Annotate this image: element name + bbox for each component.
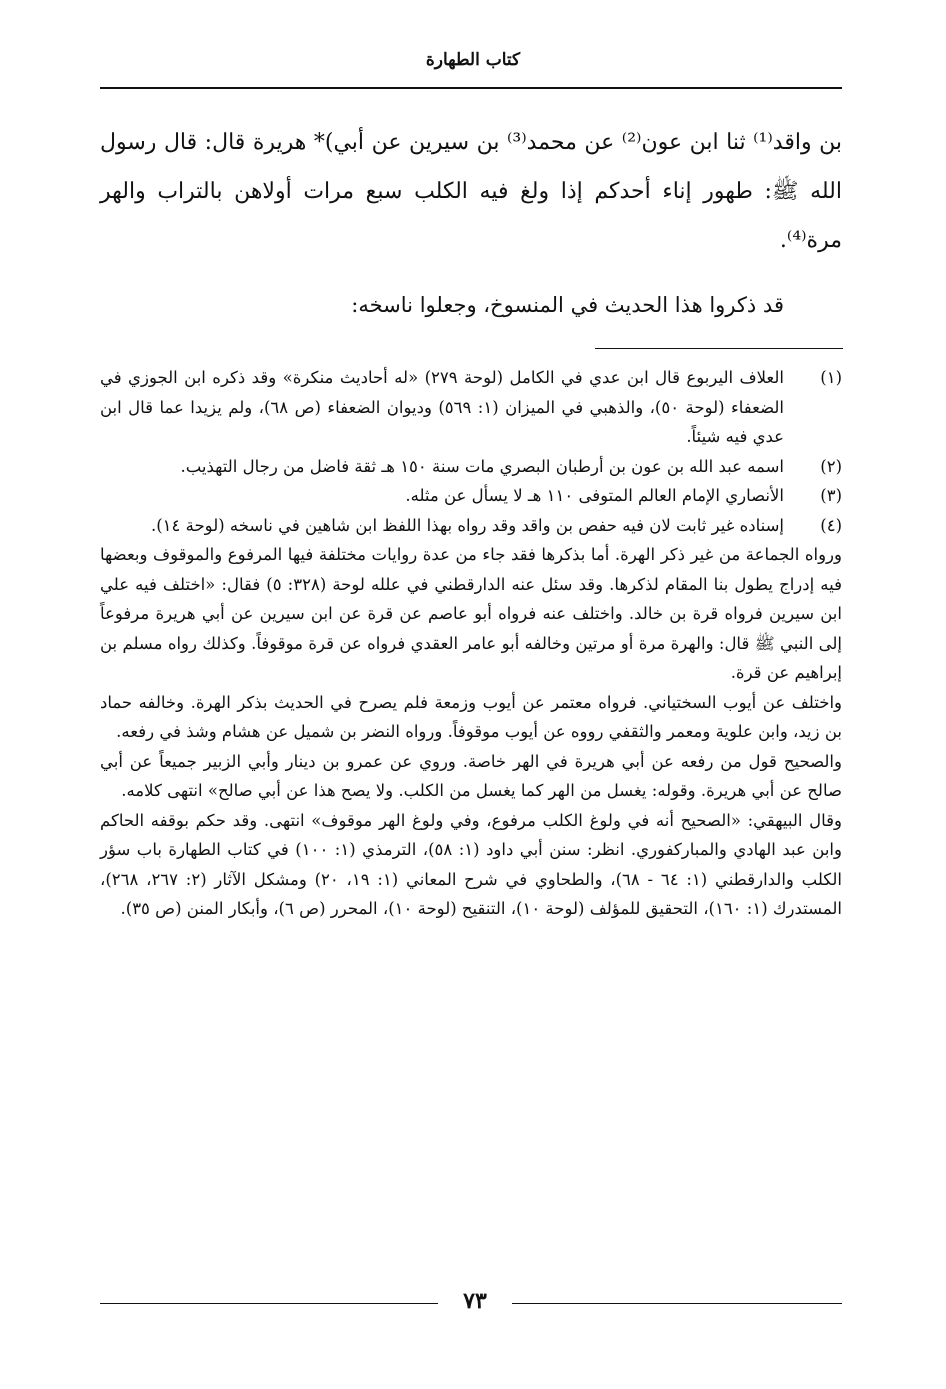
- hadith-text: بن واقد⁽¹⁾ ثنا ابن عون⁽²⁾ عن محمد⁽³⁾ بن سيرين عن أبي)* هريرة قال: قال رسول الله ﷺ: طهور إناء أحدكم إذا ولغ فيه الكلب سبع مرات أولاهن بالتراب والهر مرة⁽⁴⁾.: [100, 130, 842, 253]
- footnote-continuation: وقال البيهقي: «الصحيح أنه في ولوغ الكلب مرفوع، وفي ولوغ الهر موقوف» انتهى. وقد حكم بوقفه الحاكم وابن عبد الهادي والمباركفوري. انظر: سنن أبي داود (١: ٥٨)، الترمذي (١: ١٠٠) في كتاب الطهارة باب سؤر الكلب والدارقطني (١: ٦٤ - ٦٨)، والطحاوي في شرح المعاني (١: ١٩، ٢٠) ومشكل الآثار (٢: ٢٦٧، ٢٦٨)، المستدرك (١: ١٦٠)، التحقيق للمؤلف (لوحة ١٠)، التنقيح (لوحة ١٠)، المحرر (ص ٦)، وأبكار المنن (ص ٣٥).: [100, 810, 843, 918]
- footnote-text: الأنصاري الإمام العالم المتوفى ١١٠ هـ لا يسأل عن مثله.: [405, 486, 784, 505]
- footnote-continuation: واختلف عن أيوب السختياني. فرواه معتمر عن أيوب وزمعة فلم يصرح في الحديث بذكر الهرة. وخالفه حماد بن زيد، وابن علوية ومعمر والثقفي رووه عن أيوب موقوفاً. ورواه النضر بن شميل عن هشام وشذ في رفعه.: [100, 692, 842, 741]
- intro-line: قد ذكروا هذا الحديث في المنسوخ، وجعلوا ناسخه:: [351, 293, 784, 317]
- footnote-number: (٣): [820, 486, 842, 505]
- footnote-2: [100, 452, 842, 482]
- footnote-3: [100, 481, 842, 511]
- footnote-text: العلاف اليربوع قال ابن عدي في الكامل (لوحة ٢٧٩) «له أحاديث منكرة» وقد ذكره ابن الجوزي في الضعفاء (لوحة ٥٠)، والذهبي في الميزان (١: ٥٦٩) وديوان الضعفاء (ص ٦٨)، ولم يزيدا عما قال ابن عدي فيه شيئاً.: [100, 368, 784, 446]
- footnote-1: [100, 363, 842, 452]
- footnote-4: [100, 511, 842, 541]
- footnote-separator: [595, 348, 843, 349]
- footnote-number: (٢): [820, 456, 842, 476]
- header-rule: [100, 87, 842, 89]
- footnote-continuation: ورواه الجماعة من غير ذكر الهرة. أما بذكرها فقد جاء من عدة روايات مختلفة فيها المرفوع والموقوف وبعضها فيه إدراج يطول بنا المقام لذكرها. وقد سئل عنه الدارقطني في علله لوحة (٣٢٨: ٥) فقال: «اختلف فيه علي ابن سيرين فرواه قرة بن خالد. واختلف عنه فرواه أبو عاصم عن قرة عن ابن سيرين عن أبي هريرة مرفوعاً إلى النبي ﷺ قال: والهرة مرة أو مرتين وخالفه أبو عامر العقدي فرواه عن قرة موقوفاً. وكذلك رواه مسلم بن إبراهيم عن قرة.: [100, 545, 842, 682]
- running-header: كتاب الطهارة: [425, 50, 521, 70]
- page-number: ٧٣: [463, 1288, 487, 1314]
- footer-rule-left: [100, 1303, 438, 1304]
- main-text: [100, 118, 842, 265]
- footnote-number: (٤): [820, 515, 842, 535]
- footnote-continuation: والصحيح قول من رفعه عن أبي هريرة في الهر خاصة. وروي عن عمرو بن دينار وأبي الزبير جميعاً عن أبي صالح عن أبي هريرة. وقوله: يغسل من الهر كما يغسل من الكلب. ولا يصح هذا عن أبي صالح» انتهى كلامه.: [100, 751, 842, 800]
- footnote-number: (١): [820, 368, 842, 387]
- footnotes: [100, 363, 842, 924]
- footnote-text: إسناده غير ثابت لان فيه حفص بن واقد وقد رواه بهذا اللفظ ابن شاهين في ناسخه (لوحة ١٤).: [150, 515, 784, 535]
- footer-rule-right: [512, 1303, 842, 1304]
- footnote-text: اسمه عبد الله بن عون بن أرطبان البصري مات سنة ١٥٠ هـ ثقة فاضل من رجال التهذيب.: [180, 456, 784, 476]
